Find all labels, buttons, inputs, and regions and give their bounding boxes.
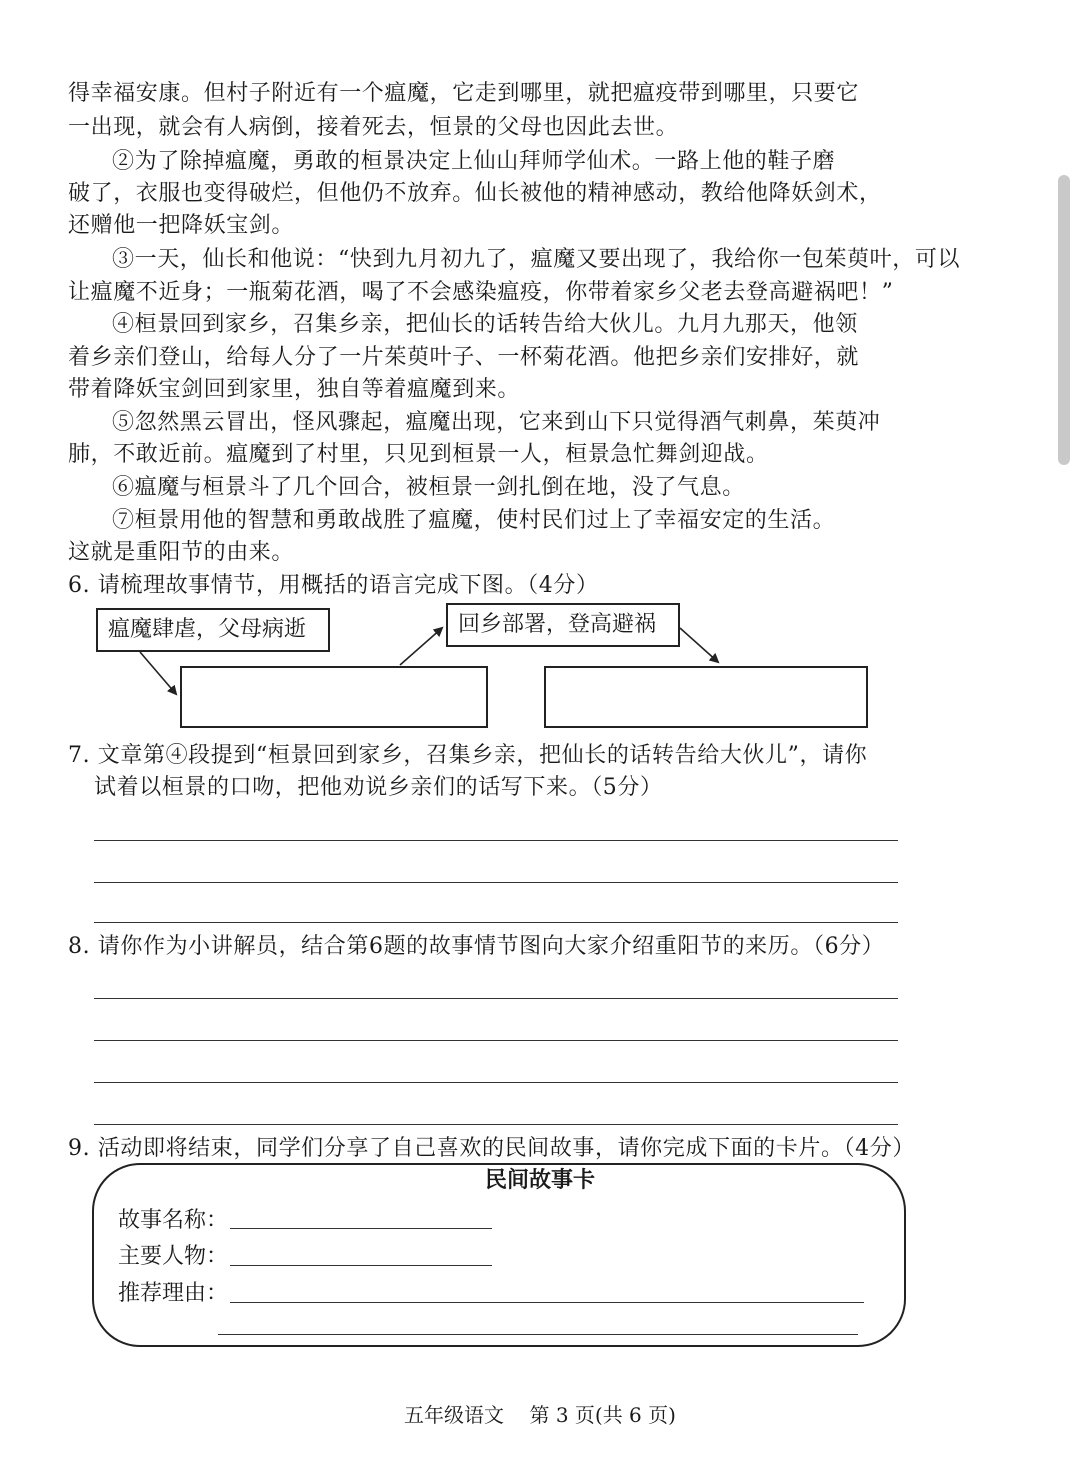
main-characters-blank[interactable] (230, 1265, 492, 1266)
question-7-line-1: 7. 文章第④段提到“桓景回到家乡，召集乡亲，把仙长的话转告给大伙儿”，请你 (68, 743, 868, 768)
question-6: 6. 请梳理故事情节，用概括的语言完成下图。（4分） (68, 573, 599, 598)
passage-line-12: 肺，不敢近前。瘟魔到了村里，只见到桓景一人，桓景急忙舞剑迎战。 (68, 442, 769, 467)
passage-line-14: ⑦桓景用他的智慧和勇敢战胜了瘟魔，使村民们过上了幸福安定的生活。 (112, 508, 836, 533)
passage-line-7: 让瘟魔不近身；一瓶菊花酒，喝了不会感染瘟疫，你带着家乡父老去登高避祸吧！” (68, 280, 894, 305)
passage-line-1: 得幸福安康。但村子附近有一个瘟魔，它走到哪里，就把瘟疫带到哪里，只要它 (68, 81, 860, 106)
passage-line-4: 破了，衣服也变得破烂，但他仍不放弃。仙长被他的精神感动，教给他降妖剑术， (68, 181, 882, 206)
q7-answer-line-2[interactable] (94, 882, 898, 883)
card-label-story-name: 故事名称： (118, 1208, 229, 1233)
q7-answer-line-1[interactable] (94, 840, 898, 841)
question-9: 9. 活动即将结束，同学们分享了自己喜欢的民间故事，请你完成下面的卡片。（4分） (68, 1136, 915, 1161)
passage-line-10: 带着降妖宝剑回到家里，独自等着瘟魔到来。 (68, 377, 521, 402)
passage-line-13: ⑥瘟魔与桓景斗了几个回合，被桓景一剑扎倒在地，没了气息。 (112, 475, 745, 500)
passage-line-15: 这就是重阳节的由来。 (68, 540, 295, 565)
passage-line-9: 着乡亲们登山，给每人分了一片茱萸叶子、一杯菊花酒。他把乡亲们安排好，就 (68, 345, 860, 370)
card-title: 民间故事卡 (484, 1168, 595, 1193)
arrow-1 (140, 652, 176, 694)
card-label-reason: 推荐理由： (118, 1281, 229, 1306)
card-label-main-characters: 主要人物： (118, 1244, 229, 1269)
passage-line-6: ③一天，仙长和他说：“快到九月初九了，瘟魔又要出现了，我给你一包茱萸叶，可以 (112, 247, 961, 272)
story-name-blank[interactable] (230, 1228, 492, 1229)
scrollbar-thumb[interactable] (1058, 175, 1070, 465)
page-footer: 五年级语文 第 3 页(共 6 页) (404, 1403, 676, 1427)
question-8: 8. 请你作为小讲解员，结合第6题的故事情节图向大家介绍重阳节的来历。（6分） (68, 934, 885, 959)
reason-blank-2[interactable] (218, 1334, 858, 1335)
q7-answer-line-3[interactable] (94, 922, 898, 923)
question-7-line-2: 试着以桓景的口吻，把他劝说乡亲们的话写下来。（5分） (94, 775, 663, 800)
plot-box-3: 回乡部署，登高避祸 (446, 603, 680, 647)
q8-answer-line-3[interactable] (94, 1082, 898, 1083)
passage-line-3: ②为了除掉瘟魔，勇敢的桓景决定上仙山拜师学仙术。一路上他的鞋子磨 (112, 149, 836, 174)
passage-line-11: ⑤忽然黑云冒出，怪风骤起，瘟魔出现，它来到山下只觉得酒气刺鼻，茱萸冲 (112, 410, 881, 435)
reason-blank-1[interactable] (230, 1302, 864, 1303)
q8-answer-line-2[interactable] (94, 1040, 898, 1041)
q8-answer-line-1[interactable] (94, 998, 898, 999)
passage-line-8: ④桓景回到家乡，召集乡亲，把仙长的话转告给大伙儿。九月九那天，他领 (112, 312, 858, 337)
passage-line-5: 还赠他一把降妖宝剑。 (68, 213, 295, 238)
q8-answer-line-4[interactable] (94, 1124, 898, 1125)
arrow-2 (400, 628, 442, 665)
arrow-3 (680, 628, 718, 662)
plot-box-1: 瘟魔肆虐，父母病逝 (96, 608, 330, 652)
passage-line-2: 一出现，就会有人病倒，接着死去，恒景的父母也因此去世。 (68, 115, 679, 140)
